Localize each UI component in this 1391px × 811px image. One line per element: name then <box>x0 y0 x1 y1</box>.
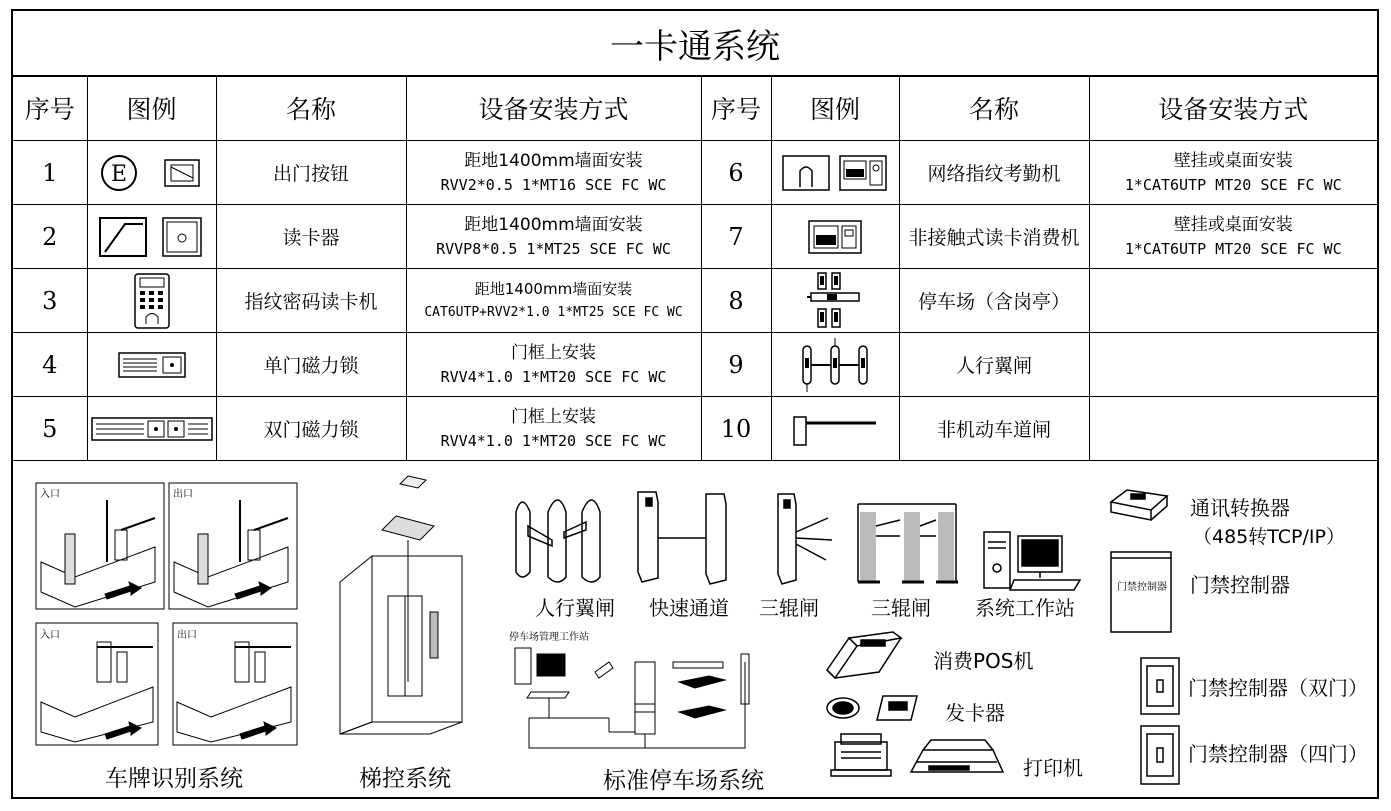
drawing-sheet <box>11 9 1379 799</box>
install-method: 门框上安装 <box>511 406 596 427</box>
controller-quad-label: 门禁控制器（四门） <box>1188 742 1368 766</box>
install-cable: 1*CAT6UTP MT20 SCE FC WC <box>1124 239 1342 258</box>
converter-label: 通讯转换器 <box>1190 496 1290 520</box>
controller-label: 门禁控制器 <box>1190 573 1290 597</box>
drawing-title: 一卡通系统 <box>13 11 1377 77</box>
row-no: 9 <box>701 333 771 397</box>
fast-lane-label: 快速通道 <box>649 596 729 620</box>
single-maglock-icon <box>87 333 216 397</box>
elevator-control-diagram <box>338 472 470 742</box>
row-name: 人行翼闸 <box>899 333 1089 397</box>
install-method: 距地1400mm墙面安装 <box>474 279 633 298</box>
header-legend-2: 图例 <box>771 76 899 141</box>
row-install <box>1089 269 1377 333</box>
row-name: 读卡器 <box>216 205 406 269</box>
parking-system-diagram <box>509 632 773 762</box>
install-cable: RVVP8*0.5 1*MT25 SCE FC WC <box>436 239 671 258</box>
parking-ws-label: 停车场管理工作站 <box>509 632 589 643</box>
install-cable: 1*CAT6UTP MT20 SCE FC WC <box>1124 175 1342 194</box>
card-issuer-label: 发卡器 <box>945 701 1005 725</box>
row-no: 1 <box>13 141 87 205</box>
row-name: 双门磁力锁 <box>216 397 406 461</box>
parking-lot-icon <box>771 269 899 333</box>
gates-row <box>508 482 1108 594</box>
install-method: 壁挂或桌面安装 <box>1173 214 1293 235</box>
system-illustrations <box>13 464 1377 799</box>
table-row <box>13 397 1377 461</box>
row-install <box>1089 397 1377 461</box>
row-install <box>406 205 701 269</box>
exit-label: 出口 <box>173 489 193 500</box>
wing-gate-icon <box>771 333 899 397</box>
install-cable: RVV4*1.0 1*MT20 SCE FC WC <box>440 367 667 386</box>
table-row <box>13 333 1377 397</box>
row-install <box>406 333 701 397</box>
row-install <box>406 269 701 333</box>
row-no: 3 <box>13 269 87 333</box>
workstation-label: 系统工作站 <box>975 596 1075 620</box>
barrier-gate-icon <box>771 397 899 461</box>
install-method: 距地1400mm墙面安装 <box>464 150 643 171</box>
row-no: 7 <box>701 205 771 269</box>
fingerprint-keypad-icon <box>87 269 216 333</box>
svg-text:E: E <box>110 161 127 187</box>
install-cable: RVV2*0.5 1*MT16 SCE FC WC <box>440 175 667 194</box>
printer-label: 打印机 <box>1023 756 1083 780</box>
wing-gate-label: 人行翼闸 <box>535 596 615 620</box>
row-name: 停车场（含岗亭） <box>899 269 1089 333</box>
plate-recognition-diagrams <box>35 482 299 750</box>
exit-button-icon <box>87 141 216 205</box>
header-name: 名称 <box>216 76 406 141</box>
row-install <box>406 397 701 461</box>
tripod-label-2: 三辊闸 <box>871 596 931 620</box>
row-install <box>1089 141 1377 205</box>
row-name: 出门按钮 <box>216 141 406 205</box>
table-row <box>13 205 1377 269</box>
install-cable: RVV4*1.0 1*MT20 SCE FC WC <box>440 431 667 450</box>
row-name: 网络指纹考勤机 <box>899 141 1089 205</box>
header-name-2: 名称 <box>899 76 1089 141</box>
pos-label: 消费POS机 <box>933 649 1034 673</box>
pos-reader-icon <box>771 205 899 269</box>
row-no: 6 <box>701 141 771 205</box>
elevator-system-label: 梯控系统 <box>359 766 451 792</box>
row-no: 5 <box>13 397 87 461</box>
row-name: 非接触式读卡消费机 <box>899 205 1089 269</box>
row-no: 10 <box>701 397 771 461</box>
install-cable: CAT6UTP+RVV2*1.0 1*MT25 SCE FC WC <box>424 304 683 320</box>
table-row <box>13 269 1377 333</box>
row-install <box>1089 205 1377 269</box>
exit-label: 出口 <box>177 630 197 641</box>
header-install: 设备安装方式 <box>406 76 701 141</box>
controller-double-label: 门禁控制器（双门） <box>1188 676 1368 700</box>
row-name: 单门磁力锁 <box>216 333 406 397</box>
double-maglock-icon <box>87 397 216 461</box>
parking-system-label: 标准停车场系统 <box>603 768 764 794</box>
entrance-label: 入口 <box>40 489 60 500</box>
header-legend: 图例 <box>87 76 216 141</box>
row-name: 指纹密码读卡机 <box>216 269 406 333</box>
row-name: 非机动车道闸 <box>899 397 1089 461</box>
tripod-label: 三辊闸 <box>759 596 819 620</box>
table-header-row <box>13 76 1377 141</box>
table-row <box>13 141 1377 205</box>
install-method: 门框上安装 <box>511 342 596 363</box>
controllers <box>1103 482 1183 792</box>
header-no-2: 序号 <box>701 76 771 141</box>
entrance-label: 入口 <box>40 630 60 641</box>
row-no: 8 <box>701 269 771 333</box>
equipment-table <box>13 75 1377 461</box>
header-install-2: 设备安装方式 <box>1089 76 1377 141</box>
row-install <box>406 141 701 205</box>
install-method: 距地1400mm墙面安装 <box>464 214 643 235</box>
card-reader-icon <box>87 205 216 269</box>
row-no: 2 <box>13 205 87 269</box>
header-no: 序号 <box>13 76 87 141</box>
fingerprint-attendance-icon <box>771 141 899 205</box>
install-method: 壁挂或桌面安装 <box>1173 150 1293 171</box>
row-install <box>1089 333 1377 397</box>
controller-box-label: 门禁控制器 <box>1117 582 1167 593</box>
row-no: 4 <box>13 333 87 397</box>
plate-system-label: 车牌识别系统 <box>105 766 243 792</box>
converter-sub-label: （485转TCP/IP） <box>1193 526 1345 548</box>
